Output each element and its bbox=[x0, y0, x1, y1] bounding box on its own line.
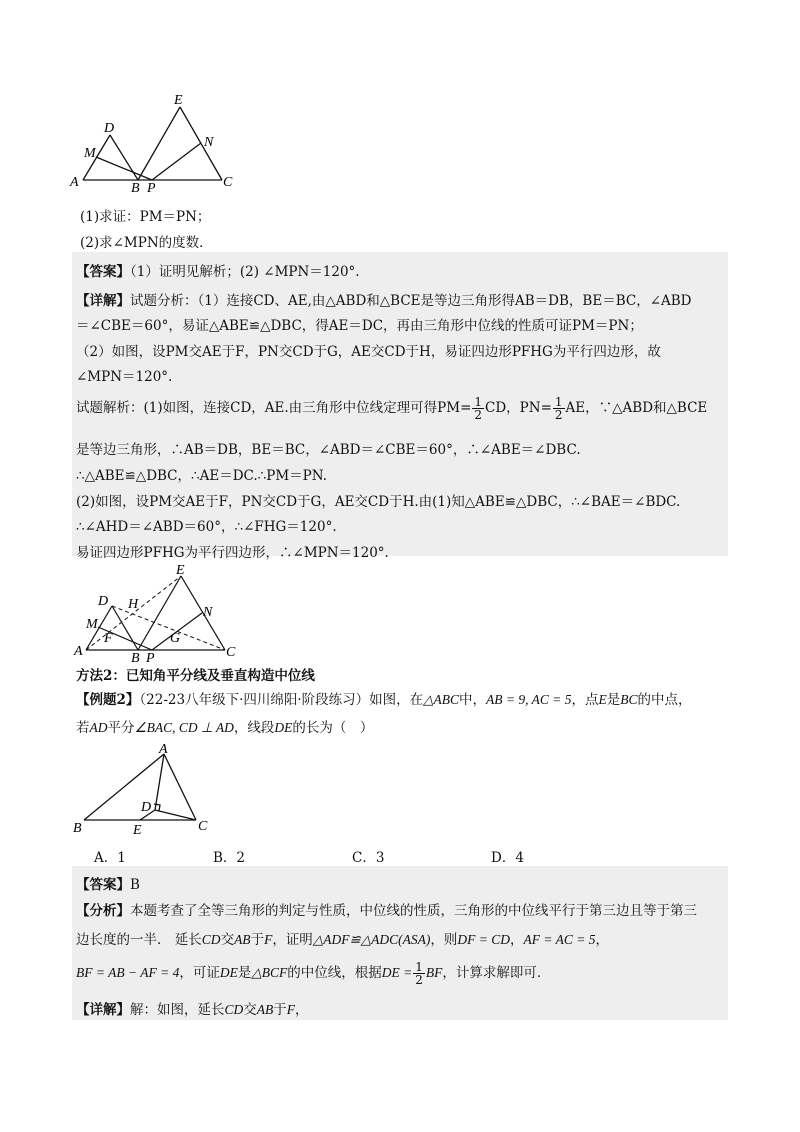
an-text-a: 边长度的一半． 延长 bbox=[76, 932, 202, 948]
ex-text-8: 的长为（ ） bbox=[292, 720, 374, 736]
d-ab: AB bbox=[256, 1002, 274, 1017]
label-C3: C bbox=[198, 819, 208, 834]
an-de: DE bbox=[219, 965, 238, 980]
d-f: F bbox=[286, 1002, 296, 1017]
label-D2: D bbox=[98, 594, 109, 609]
solution-line-6: 易证四边形PFHG为平行四边形，∴∠MPN＝120°. bbox=[76, 545, 389, 561]
frac-num-2: 1 bbox=[554, 395, 563, 409]
an-text-b: 交 bbox=[220, 932, 235, 948]
frac-den-3: 2 bbox=[415, 973, 423, 987]
label-H2: H bbox=[128, 597, 139, 612]
ex-text-7: ，线段 bbox=[233, 720, 275, 736]
example-2-line-1 bbox=[76, 688, 692, 708]
label-D3: D bbox=[141, 800, 152, 815]
detail-line-2: ＝∠CBE＝60°，易证△ABE≌△DBC，得AE＝DC，再由三角形中位线的性质可证PM＝PN； bbox=[76, 318, 643, 334]
an-text-c: 于 bbox=[250, 932, 265, 948]
label-F2: F bbox=[104, 631, 113, 646]
analysis-line-3 bbox=[76, 961, 550, 986]
answer2-value: B bbox=[130, 877, 140, 893]
ex-text-6: 平分 bbox=[107, 720, 135, 736]
d-text-c: 于 bbox=[273, 1002, 287, 1018]
sol-text-1b: CD，PN= bbox=[485, 400, 552, 416]
d-text-d: ， bbox=[295, 1002, 309, 1018]
method-2-heading: 方法2：已知角平分线及垂直构造中位线 bbox=[76, 668, 315, 684]
an-comma-2: ， bbox=[595, 932, 609, 948]
d-text-a: 解：如图，延长 bbox=[130, 1002, 225, 1018]
example-source: （22-23八年级下·四川绵阳·阶段练习）如图，在 bbox=[139, 692, 424, 708]
label-G2: G bbox=[170, 631, 181, 646]
label-B: B bbox=[131, 181, 140, 195]
answer2-line bbox=[76, 873, 140, 893]
label-E2: E bbox=[176, 563, 185, 578]
an-text-e: ，则 bbox=[430, 932, 458, 948]
analysis-line-1 bbox=[76, 899, 697, 919]
fraction-half-2 bbox=[553, 396, 565, 421]
label-B2: B bbox=[131, 651, 140, 664]
option-a[interactable]: A．1 bbox=[94, 850, 126, 866]
solution-line-1 bbox=[76, 396, 707, 421]
answer-text: （1）证明见解析；(2) ∠MPN＝120°. bbox=[130, 264, 360, 280]
d-text-b: 交 bbox=[243, 1002, 257, 1018]
figure-parallelogram bbox=[70, 562, 240, 664]
ex-text-5: 若 bbox=[76, 720, 90, 736]
question-2: (2)求∠MPN的度数． bbox=[80, 235, 213, 251]
label-A2: A bbox=[74, 644, 83, 659]
example-tag: 【例题2】 bbox=[76, 692, 140, 708]
solution-line-4: (2)如图，设PM交AE于F，PN交CD于G，AE交CD于H.由(1)知△ABE≌△DBC，∴∠BAE＝∠BDC. bbox=[76, 494, 681, 510]
solution-line-3: ∴△ABE≌△DBC，∴AE＝DC.∴PM＝PN. bbox=[76, 468, 327, 484]
ex-text-2: ，点 bbox=[571, 692, 599, 708]
condition-bisector: ∠BAC, CD ⊥ AD bbox=[134, 720, 234, 735]
solution-line-5: ∴∠AHD＝∠ABD＝60°，∴∠FHG＝120°. bbox=[76, 519, 337, 535]
frac-num-3: 1 bbox=[415, 960, 423, 974]
analysis-line-2 bbox=[76, 928, 609, 948]
sol-text-1c: AE，∵△ABD和△BCE bbox=[565, 400, 708, 416]
an-text-g: 是 bbox=[237, 965, 252, 981]
d-cd: CD bbox=[224, 1002, 244, 1017]
label-B3: B bbox=[73, 821, 82, 835]
an-ab: AB bbox=[234, 932, 251, 947]
ex-text-3: 是 bbox=[606, 692, 621, 708]
point-e: E bbox=[598, 692, 607, 707]
sol-text-1a: 试题解析：(1)如图，连接CD，AE.由三角形中位线定理可得PM= bbox=[76, 400, 472, 416]
label-N: N bbox=[204, 135, 214, 150]
answer-line bbox=[76, 260, 360, 280]
fraction-half-3 bbox=[413, 961, 425, 986]
tri-abc: △ABC bbox=[423, 692, 460, 707]
fraction-half bbox=[472, 396, 484, 421]
an-bf-eq: BF = AB − AF = 4 bbox=[76, 965, 180, 980]
answer2-tag: 【答案】 bbox=[76, 877, 130, 893]
frac-num: 1 bbox=[474, 395, 483, 409]
detail-line-1 bbox=[76, 289, 692, 309]
option-b[interactable]: B．2 bbox=[213, 850, 246, 866]
an-cd: CD bbox=[201, 932, 221, 947]
solution-line-2: 是等边三角形，∴AB＝DB，BE＝BC，∠ABD＝∠CBE＝60°，∴∠ABE＝∠DBC. bbox=[76, 442, 581, 458]
option-c[interactable]: C．3 bbox=[352, 850, 385, 866]
an-text-f: ，可证 bbox=[179, 965, 220, 981]
label-N2: N bbox=[203, 605, 213, 620]
detail-line-4: ∠MPN＝120°. bbox=[76, 369, 173, 385]
an-text-h: 的中位线，根据 bbox=[287, 965, 382, 981]
an-f: F bbox=[264, 932, 273, 947]
label-M: M bbox=[84, 146, 96, 161]
segment-ad: AD bbox=[89, 720, 108, 735]
label-A3: A bbox=[159, 742, 168, 757]
ex-text-4: 的中点， bbox=[637, 692, 692, 708]
label-A: A bbox=[70, 175, 79, 190]
label-E3: E bbox=[133, 823, 142, 835]
an-text-i: ，计算求解即可． bbox=[442, 965, 551, 981]
an-df-cd: DF = CD bbox=[457, 932, 510, 947]
an-congruence: △ADF≌△ADC(ASA) bbox=[312, 932, 431, 947]
answer-tag: 【答案】 bbox=[76, 264, 130, 280]
label-D: D bbox=[104, 121, 115, 136]
an-tri-bcf: △BCF bbox=[251, 965, 288, 980]
example-2-line-2 bbox=[76, 716, 373, 736]
condition-ab-ac: AB = 9, AC = 5 bbox=[486, 692, 572, 707]
label-P2: P bbox=[146, 651, 155, 664]
an-bf: BF bbox=[425, 965, 443, 980]
label-C2: C bbox=[226, 645, 236, 660]
label-M2: M bbox=[86, 617, 98, 632]
an-de-eq: DE = bbox=[381, 965, 413, 980]
frac-den: 2 bbox=[474, 408, 483, 422]
an-af-ac: AF = AC = 5 bbox=[523, 932, 596, 947]
label-C: C bbox=[223, 175, 233, 190]
segment-bc: BC bbox=[620, 692, 638, 707]
figure-equilateral-triangles bbox=[60, 90, 250, 195]
an-comma: ， bbox=[509, 932, 524, 948]
detail-text-1: 试题分析：（1）连接CD、AE,由△ABD和△BCE是等边三角形得AB＝DB，BE＝BC，∠ABD bbox=[130, 293, 692, 309]
segment-de: DE bbox=[274, 720, 293, 735]
figure-triangle-abc bbox=[70, 740, 220, 835]
question-1: (1)求证：PM＝PN； bbox=[80, 209, 211, 225]
detail2-line bbox=[76, 998, 309, 1018]
analysis-tag: 【分析】 bbox=[76, 903, 130, 919]
option-d[interactable]: D．4 bbox=[491, 850, 524, 866]
ex-text-1: 中， bbox=[459, 692, 487, 708]
label-P: P bbox=[147, 181, 156, 195]
detail-line-3: （2）如图，设PM交AE于F，PN交CD于G，AE交CD于H，易证四边形PFHG为平行四边形，故 bbox=[76, 344, 661, 360]
frac-den-2: 2 bbox=[554, 408, 563, 422]
label-E: E bbox=[174, 93, 183, 108]
detail2-tag: 【详解】 bbox=[76, 1002, 130, 1018]
an-text-d: ，证明 bbox=[272, 932, 313, 948]
analysis-text-1: 本题考查了全等三角形的判定与性质，中位线的性质，三角形的中位线平行于第三边且等于第三 bbox=[130, 903, 697, 919]
detail-tag: 【详解】 bbox=[76, 293, 130, 309]
